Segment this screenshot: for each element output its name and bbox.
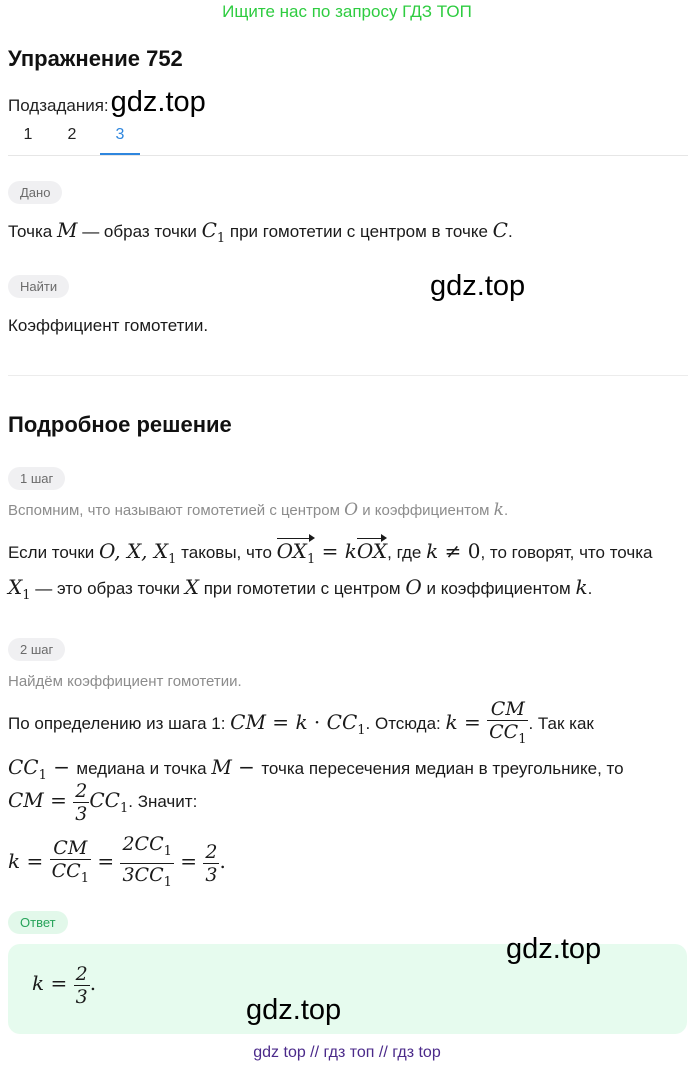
footer-link-gdz-top-mixed[interactable]: гдз top (392, 1044, 441, 1061)
answer-formula: k = $\frac{2}{3}$ . (32, 963, 97, 1008)
subtask-tabs (8, 122, 688, 156)
step2-formula: k = $\frac{CM}{CC_1}$ = $\frac{2CC_1}{3CC_1}$ = $\frac{2}{3}$ . (8, 833, 226, 890)
watermark: gdz.top (506, 933, 602, 965)
tab-2[interactable]: 2 (67, 126, 77, 143)
footer-link-gdz-top-ru[interactable]: гдз топ (323, 1044, 375, 1061)
watermark: gdz.top (110, 86, 206, 118)
step1-hint: Вспомним, что называют гомотетией с центром O и коэффициентом k. (8, 500, 509, 520)
step2-line2: $CC_1$ − медиана и точка M − точка пересечения медиан в треугольнике, то (8, 755, 624, 783)
answer-tag: Ответ (8, 911, 68, 934)
section-divider (8, 375, 688, 376)
given-text: Точка M — образ точки $C_1$ при гомотетии с центром в точке C. (8, 218, 513, 246)
page-title: Упражнение 752 (8, 46, 183, 71)
search-hint-banner: Ищите нас по запросу ГДЗ ТОП (222, 2, 472, 21)
tab-1[interactable]: 1 (23, 126, 33, 143)
solution-title: Подробное решение (8, 412, 232, 437)
step2-hint: Найдём коэффициент гомотетии. (8, 673, 242, 690)
step2-tag: 2 шаг (8, 638, 65, 661)
given-tag: Дано (8, 181, 62, 204)
step1-tag: 1 шаг (8, 467, 65, 490)
footer-separator: // (305, 1044, 324, 1061)
find-tag: Найти (8, 275, 69, 298)
footer-link-gdz-top[interactable]: gdz top (253, 1044, 306, 1061)
footer-separator: // (374, 1044, 393, 1061)
step2-line1: По определению из шага 1: CM = $k \cdot CC_1$. Отсюда: k = $\frac{CM}{CC_1}$ . Так как (8, 698, 594, 747)
watermark: gdz.top (430, 270, 526, 302)
active-tab-indicator (100, 153, 140, 155)
watermark: gdz.top (246, 994, 342, 1026)
tab-3[interactable]: 3 (115, 126, 125, 143)
subtasks-label: Подзадания: (8, 96, 109, 115)
step1-line2: $X_1$ — это образ точки X при гомотетии с центром O и коэффициентом k. (8, 575, 593, 603)
footer-links (0, 1044, 694, 1062)
step2-line3: CM = $\frac{2}{3}$ $CC_1$. Значит: (8, 780, 198, 825)
subtasks-row (8, 86, 206, 119)
find-text: Коэффициент гомотетии. (8, 316, 209, 335)
step1-line1: Если точки O, X, $X_1$ таковы, что $OX_1$ = kOX, где k ≠ 0, то говорят, что точка (8, 539, 653, 567)
